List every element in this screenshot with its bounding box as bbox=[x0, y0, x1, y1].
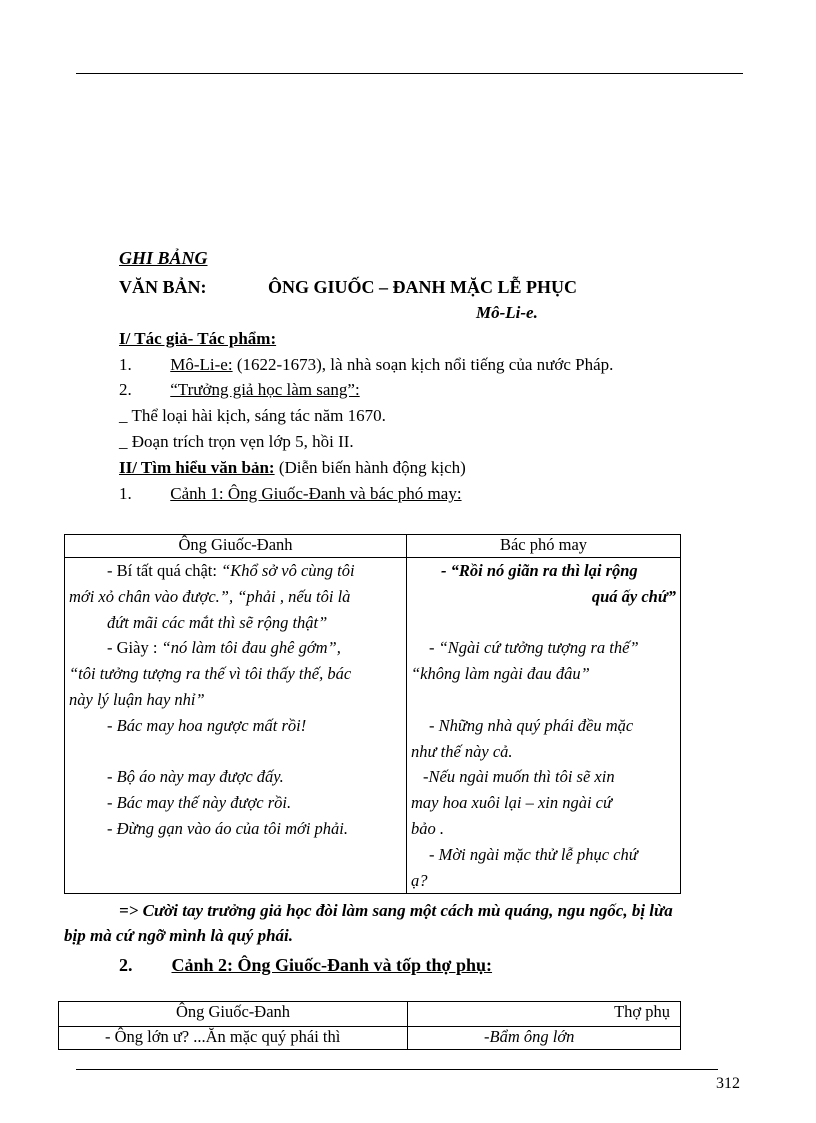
section1-bullet2: _ Đoạn trích trọn vẹn lớp 5, hồi II. bbox=[119, 432, 354, 451]
left-line-8: - Bộ áo này may được đấy. bbox=[107, 767, 284, 787]
section1-item1 bbox=[119, 355, 613, 375]
conclusion-line-2: bịp mà cứ ngỡ mình là quý phái. bbox=[64, 926, 294, 945]
right-line-5: - Những nhà quý phái đều mặc bbox=[429, 715, 634, 735]
right-line-3: - “Ngài cứ tưởng tượng ra thế” bbox=[429, 638, 639, 658]
scene2-number: 2. bbox=[119, 955, 133, 975]
section2-title: II/ Tìm hiểu văn bản: bbox=[119, 458, 275, 477]
right-line-9: bảo . bbox=[411, 818, 444, 838]
work-title: ÔNG GIUỐC – ĐANH MẶC LỄ PHỤC bbox=[268, 277, 577, 297]
section2-note: (Diễn biến hành động kịch) bbox=[274, 458, 466, 477]
section2-heading bbox=[119, 458, 466, 478]
section1-item2 bbox=[119, 380, 360, 400]
table2-header-left: Ông Giuốc-Đanh bbox=[59, 1002, 408, 1027]
left-line-3: đứt mãi các mắt thì sẽ rộng thật” bbox=[107, 612, 328, 632]
page-number: 312 bbox=[716, 1075, 740, 1092]
left-line-1: - Bí tất quá chật: “Khổ sở vô cùng tôi bbox=[107, 561, 355, 580]
right-line-11: ạ? bbox=[411, 870, 428, 890]
section1-heading: I/ Tác giả- Tác phẩm: bbox=[119, 329, 277, 348]
footer-rule bbox=[76, 1069, 718, 1070]
table1-header-right: Bác phó may bbox=[407, 535, 681, 558]
ghi-bang-heading: GHI BẢNG bbox=[119, 248, 208, 268]
conclusion-line-1: => Cười tay trưởng giả học đòi làm sang một cách mù quáng, ngu ngốc, bị lừa bbox=[119, 901, 673, 920]
dialogue-table-2 bbox=[58, 1001, 681, 1050]
right-line-10: - Mời ngài mặc thử lễ phục chứ bbox=[429, 844, 638, 864]
right-line-1: - “Rồi nó giãn ra thì lại rộng bbox=[441, 561, 638, 580]
scene1-number: 1. bbox=[119, 484, 132, 503]
scene2-heading bbox=[119, 955, 492, 976]
left-line-7: - Bác may hoa ngược mất rồi! bbox=[107, 715, 307, 735]
table2-row1-left: - Ông lớn ư? ...Ăn mặc quý phái thì bbox=[59, 1027, 408, 1050]
author-name: Mô-Li-e. bbox=[476, 303, 538, 322]
left-line-6: này lý luận hay nhỉ” bbox=[69, 689, 205, 709]
section1-bullet1: _ Thể loại hài kịch, sáng tác năm 1670. bbox=[119, 406, 386, 425]
table1-header-left: Ông Giuốc-Đanh bbox=[65, 535, 407, 558]
table1-left-cell bbox=[65, 558, 407, 894]
item1-text: (1622-1673), là nhà soạn kịch nổi tiếng của nước Pháp. bbox=[232, 355, 614, 374]
scene1-heading bbox=[119, 484, 462, 504]
right-line-4: “không làm ngài đau đâu” bbox=[411, 664, 590, 684]
scene1-text: Cảnh 1: Ông Giuốc-Đanh và bác phó may: bbox=[170, 484, 462, 503]
item1-name: Mô-Li-e: bbox=[170, 355, 233, 374]
item2-text: “Trưởng giả học làm sang”: bbox=[170, 380, 360, 399]
left-line-9: - Bác may thế này được rồi. bbox=[107, 793, 292, 813]
header-rule bbox=[76, 73, 743, 74]
right-line-6: như thế này cả. bbox=[411, 741, 513, 761]
left-line-10: - Đừng gạn vào áo của tôi mới phải. bbox=[107, 818, 348, 838]
left-line-2: mới xỏ chân vào được.”, “phải , nếu tôi là bbox=[69, 586, 351, 606]
item2-number: 2. bbox=[119, 380, 132, 399]
right-line-2: quá ấy chứ” bbox=[591, 586, 676, 606]
left-line-5: “tôi tưởng tượng ra thế vì tôi thấy thế, bác bbox=[69, 664, 352, 684]
table2-header-right: Thợ phụ bbox=[408, 1002, 681, 1027]
table2-row1-right: -Bẩm ông lớn bbox=[408, 1027, 681, 1050]
right-line-7: -Nếu ngài muốn thì tôi sẽ xin bbox=[423, 767, 615, 787]
right-line-8: may hoa xuôi lại – xin ngài cứ bbox=[411, 793, 613, 813]
item1-number: 1. bbox=[119, 355, 132, 374]
dialogue-table-1 bbox=[64, 534, 681, 894]
van-ban-label: VĂN BẢN: bbox=[119, 277, 207, 297]
left-line-4: - Giày : “nó làm tôi đau ghê gớm”, bbox=[107, 638, 341, 658]
table1-right-cell bbox=[407, 558, 681, 894]
scene2-text: Cảnh 2: Ông Giuốc-Đanh và tốp thợ phụ: bbox=[171, 955, 493, 975]
